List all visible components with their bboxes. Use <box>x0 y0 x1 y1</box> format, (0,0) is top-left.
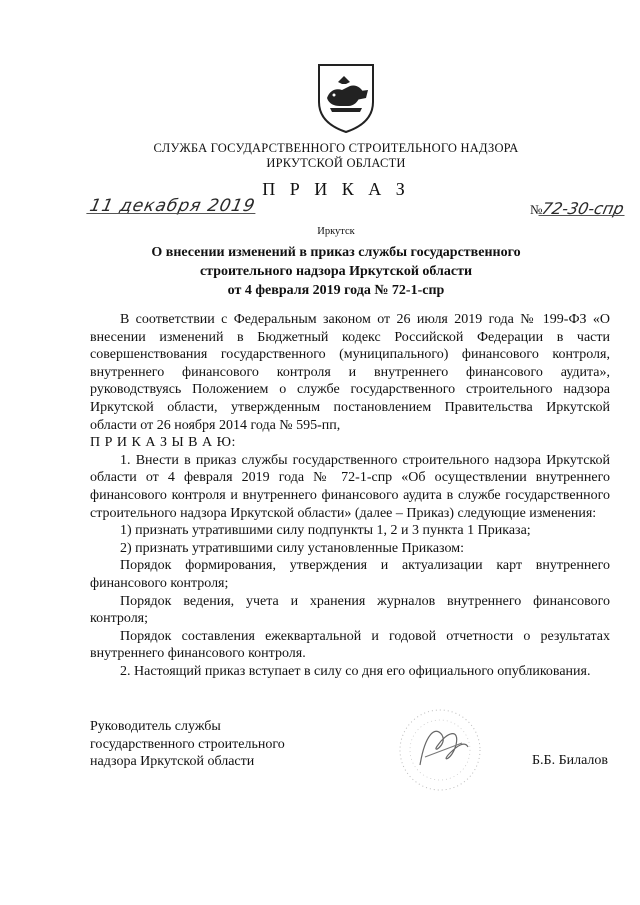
handwritten-signature-icon <box>380 705 500 795</box>
signatory-name: Б.Б. Билалов <box>532 753 609 768</box>
paragraph-order-cards: Порядок формирования, утверждения и актуализации карт внутреннего финансового контроля; <box>90 558 610 591</box>
paragraph-order-journals: Порядок ведения, учета и хранения журналов внутреннего финансового контроля; <box>90 593 610 627</box>
handwritten-number: 72-30-спр <box>540 199 627 218</box>
paragraph-subitem-1: 1) признать утратившими силу подпункты 1, 2 и 3 пункта 1 Приказа; <box>120 523 531 539</box>
agency-name-line2: ИРКУТСКОЙ ОБЛАСТИ <box>266 156 406 170</box>
subject-line1: О внесении изменений в приказ службы государственного <box>151 245 521 260</box>
paragraph-subitem-2: 2) признать утратившими силу установленные Приказом: <box>120 540 464 556</box>
subject-line3: от 4 февраля 2019 года № 72-1-спр <box>227 283 445 298</box>
handwritten-date: 11 декабря 2019 <box>87 196 258 216</box>
agency-name-line1: СЛУЖБА ГОСУДАРСТВЕННОГО СТРОИТЕЛЬНОГО НАДЗОРА <box>153 141 519 155</box>
document-subject <box>16 243 640 300</box>
document-type-title: П Р И К А З <box>262 179 410 199</box>
paragraph-item-1: 1. Внести в приказ службы государственного строительного надзора Иркутской области от 4 февраля 2019 года № 72-1-спр «Об осуществлении внутреннего финансового контроля и внутреннего финансового аудита в службе государственного строительного надзора Иркутской области» (далее – Приказ) следующие изменения: <box>90 452 610 521</box>
signatory-title-line3: надзора Иркутской области <box>90 754 255 769</box>
document-body <box>90 311 610 680</box>
paragraph-preamble: В соответствии с Федеральным законом от 26 июля 2019 года № 199-ФЗ «О внесении изменений в Бюджетный кодекс Российской Федерации в части совершенствования государственного (муниципального) финансового контроля, внутреннего финансового контроля и внутреннего финансового аудита», руководствуясь Положением о службе государственного строительного надзора Иркутской области, утвержденным постановлением Правительства Иркутской области от 26 ноября 2014 года № 595-пп, <box>90 312 610 433</box>
paragraph-order-reports: Порядок составления ежеквартальной и годовой отчетности о результатах внутреннего финансового контроля. <box>90 628 610 662</box>
city-name: Иркутск <box>317 226 355 237</box>
signatory-title-line1: Руководитель службы <box>90 719 221 734</box>
signatory-title <box>90 718 285 771</box>
number-prefix: № <box>530 202 543 217</box>
paragraph-item-2: 2. Настоящий приказ вступает в силу со дня его официального опубликования. <box>120 663 591 679</box>
order-word: П Р И К А З Ы В А Ю: <box>90 435 236 451</box>
coat-of-arms-icon <box>316 62 376 134</box>
subject-line2: строительного надзора Иркутской области <box>199 264 473 279</box>
signatory-title-line2: государственного строительного <box>90 736 285 752</box>
document-number <box>530 199 627 218</box>
